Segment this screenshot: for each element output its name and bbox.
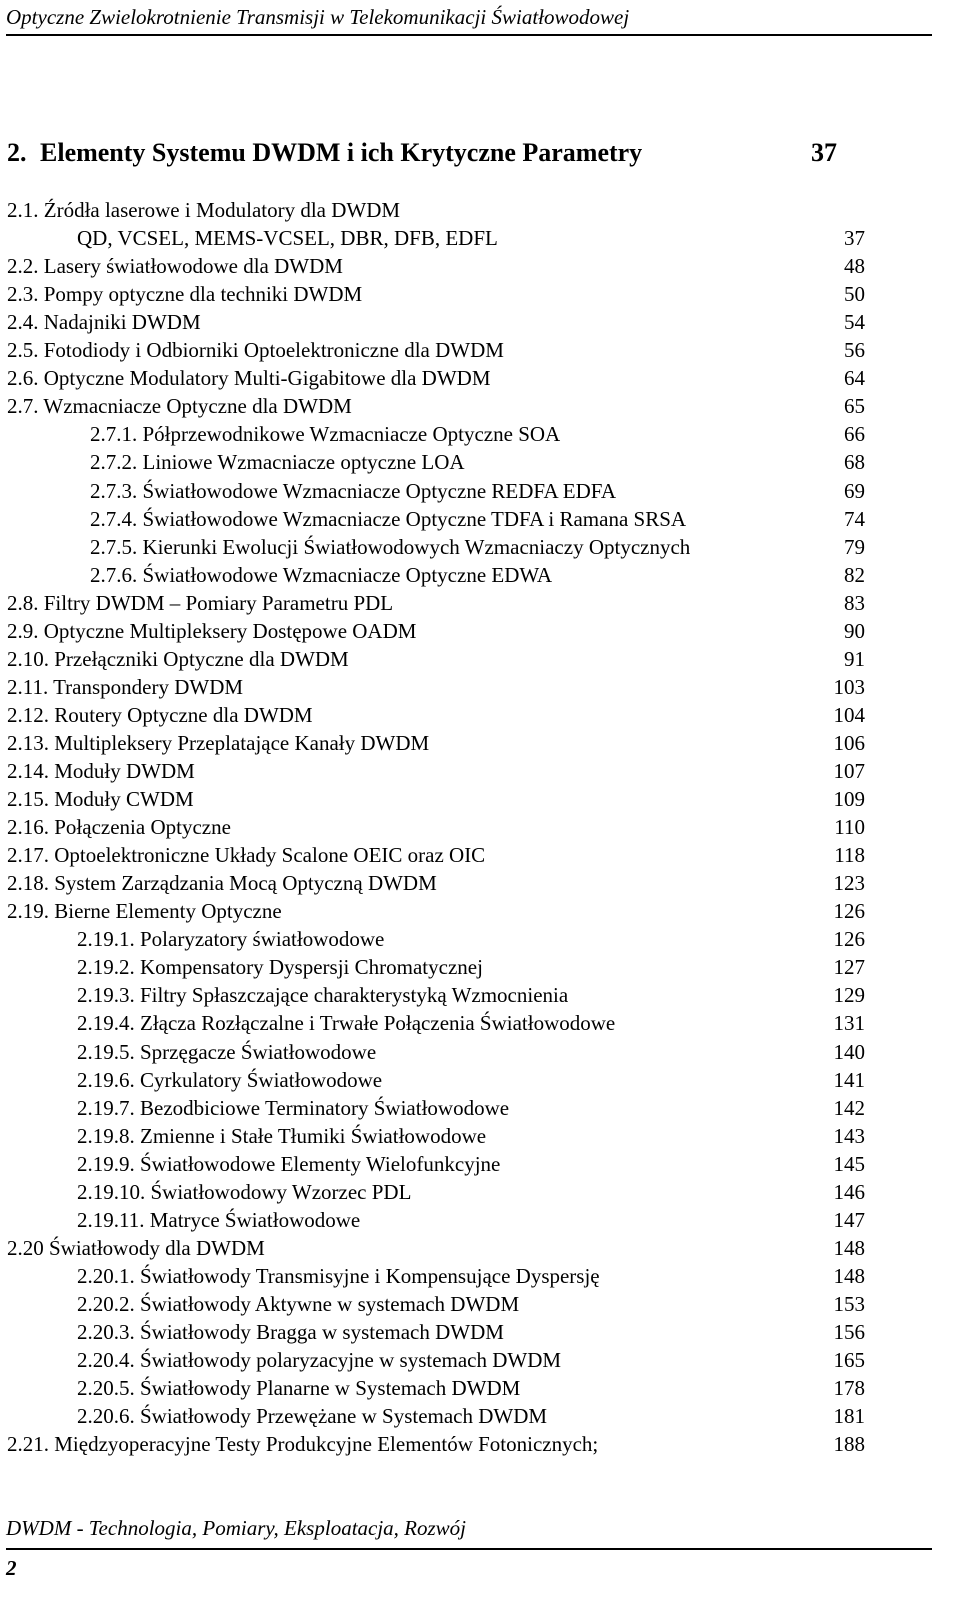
toc-entry [7, 617, 865, 645]
toc-entry [90, 533, 865, 561]
toc-entry-page: 54 [844, 310, 865, 334]
toc-entry-title: 2.19.3. Filtry Spłaszczające charakterystyką Wzmocnienia [77, 983, 569, 1007]
toc-entry [77, 224, 865, 252]
toc-entry-title: 2.7. Wzmacniacze Optyczne dla DWDM [7, 394, 352, 418]
toc-entry-title: 2.20.3. Światłowody Bragga w systemach DWDM [77, 1320, 504, 1344]
toc-entry-title: 2.17. Optoelektroniczne Układy Scalone OEIC oraz OIC [7, 843, 486, 867]
toc-entry-page: 153 [833, 1292, 865, 1316]
footer-title: DWDM - Technologia, Pomiary, Eksploatacja, Rozwój [6, 1516, 467, 1540]
toc-entry-title: 2.19.10. Światłowodowy Wzorzec PDL [77, 1180, 412, 1204]
toc-entry-title: 2.11. Transpondery DWDM [7, 675, 244, 699]
toc-entry-page: 148 [833, 1236, 865, 1260]
toc-entry [77, 1094, 865, 1122]
page-number: 2 [6, 1556, 17, 1580]
toc-entry-page: 142 [833, 1096, 865, 1120]
page-header [6, 4, 932, 36]
toc-entry-title: 2.13. Multipleksery Przeplatające Kanały DWDM [7, 731, 430, 755]
toc-entry [7, 701, 865, 729]
toc-entry-title: 2.19.9. Światłowodowe Elementy Wielofunkcyjne [77, 1152, 501, 1176]
toc-entry [77, 1066, 865, 1094]
toc-entry [77, 1318, 865, 1346]
toc-entry [7, 869, 865, 897]
toc-entry [77, 1009, 865, 1037]
toc-entry-title: 2.20.4. Światłowody polaryzacyjne w systemach DWDM [77, 1348, 562, 1372]
toc-entry-page: 110 [834, 815, 865, 839]
toc-entry-page: 48 [844, 254, 865, 278]
toc-entry-page: 104 [833, 703, 865, 727]
chapter-number: 2. [7, 138, 27, 167]
toc-entry-title: 2.4. Nadajniki DWDM [7, 310, 201, 334]
toc-entry [7, 589, 865, 617]
toc-entry-title: 2.15. Moduły CWDM [7, 787, 194, 811]
toc-entry-title: 2.1. Źródła laserowe i Modulatory dla DWDM [7, 198, 401, 222]
toc-entry-title: 2.20 Światłowody dla DWDM [7, 1236, 265, 1260]
toc-entry [7, 897, 865, 925]
toc-entry-page: 109 [833, 787, 865, 811]
toc-entry-page: 106 [833, 731, 865, 755]
toc-entry-page: 126 [833, 927, 865, 951]
toc-entry-title: 2.16. Połączenia Optyczne [7, 815, 231, 839]
toc-entry-title: 2.7.6. Światłowodowe Wzmacniacze Optyczne EDWA [90, 563, 553, 587]
toc-entry [7, 813, 865, 841]
chapter-title: Elementy Systemu DWDM i ich Krytyczne Parametry [40, 138, 643, 167]
toc-entry-page: 131 [833, 1011, 865, 1035]
toc-entry-title: 2.5. Fotodiody i Odbiorniki Optoelektroniczne dla DWDM [7, 338, 504, 362]
toc-entry [90, 420, 865, 448]
footer-rule [6, 1548, 932, 1550]
toc-entry-title: 2.19.5. Sprzęgacze Światłowodowe [77, 1040, 377, 1064]
toc-entry-page: 83 [844, 591, 865, 615]
toc-entry-page: 103 [833, 675, 865, 699]
toc-entry [7, 729, 865, 757]
toc-entry [7, 280, 865, 308]
toc-entry-page: 127 [833, 955, 865, 979]
toc-entry [7, 196, 865, 224]
toc-entry [77, 1150, 865, 1178]
toc-entry [77, 1122, 865, 1150]
toc-entry-title: 2.19.4. Złącza Rozłączalne i Trwałe Połączenia Światłowodowe [77, 1011, 616, 1035]
page-footer [6, 1513, 932, 1603]
toc-entry-title: 2.6. Optyczne Modulatory Multi-Gigabitowe dla DWDM [7, 366, 491, 390]
toc-entry [77, 981, 865, 1009]
toc-entry [90, 448, 865, 476]
toc-entry [90, 477, 865, 505]
chapter-heading [7, 136, 837, 170]
toc-entry [77, 1290, 865, 1318]
toc-entry [77, 925, 865, 953]
toc-entry-page: 156 [833, 1320, 865, 1344]
toc-entry [7, 673, 865, 701]
toc-entry [7, 392, 865, 420]
toc-entry-title: 2.21. Międzyoperacyjne Testy Produkcyjne Elementów Fotonicznych; [7, 1432, 599, 1456]
toc-entry-page: 147 [833, 1208, 865, 1232]
toc-entry-page: 140 [833, 1040, 865, 1064]
toc-entry-title: 2.20.6. Światłowody Przewężane w Systemach DWDM [77, 1404, 548, 1428]
toc-entry [77, 1178, 865, 1206]
toc-entry-title: 2.18. System Zarządzania Mocą Optyczną DWDM [7, 871, 437, 895]
toc-entry-title: 2.19.8. Zmienne i Stałe Tłumiki Światłowodowe [77, 1124, 487, 1148]
toc-entry-title: 2.9. Optyczne Multipleksery Dostępowe OADM [7, 619, 417, 643]
toc-entry-title: 2.7.5. Kierunki Ewolucji Światłowodowych Wzmacniaczy Optycznych [90, 535, 691, 559]
toc-entry [7, 841, 865, 869]
toc-entry-title: 2.20.5. Światłowody Planarne w Systemach DWDM [77, 1376, 521, 1400]
toc-entry-title: 2.7.1. Półprzewodnikowe Wzmacniacze Optyczne SOA [90, 422, 561, 446]
toc-entry-title: 2.19.1. Polaryzatory światłowodowe [77, 927, 385, 951]
toc-entry [7, 1234, 865, 1262]
toc-entry-title: 2.2. Lasery światłowodowe dla DWDM [7, 254, 343, 278]
toc-entry-page: 69 [844, 479, 865, 503]
toc-entry-page: 82 [844, 563, 865, 587]
toc-entry-title: 2.20.2. Światłowody Aktywne w systemach DWDM [77, 1292, 520, 1316]
toc-entry [7, 785, 865, 813]
toc-entry-page: 107 [833, 759, 865, 783]
toc-entry [7, 364, 865, 392]
toc-entry-page: 91 [844, 647, 865, 671]
toc-entry-page: 141 [833, 1068, 865, 1092]
toc-entry-page: 123 [833, 871, 865, 895]
toc-entry [77, 1038, 865, 1066]
toc-entry-page: 126 [833, 899, 865, 923]
toc-entry [77, 1206, 865, 1234]
toc-entry-title: 2.20.1. Światłowody Transmisyjne i Kompensujące Dyspersję [77, 1264, 600, 1288]
toc-entry-page: 64 [844, 366, 865, 390]
toc-entry-title: 2.19.11. Matryce Światłowodowe [77, 1208, 361, 1232]
toc-entry-title: 2.12. Routery Optyczne dla DWDM [7, 703, 313, 727]
header-title: Optyczne Zwielokrotnienie Transmisji w Telekomunikacji Światłowodowej [6, 5, 630, 29]
toc-entry-page: 145 [833, 1152, 865, 1176]
toc-entry-title: QD, VCSEL, MEMS-VCSEL, DBR, DFB, EDFL [77, 226, 498, 250]
toc-entry-page: 118 [834, 843, 865, 867]
toc-entry [7, 336, 865, 364]
toc-entry-title: 2.19.6. Cyrkulatory Światłowodowe [77, 1068, 383, 1092]
toc-entry-page: 37 [844, 226, 865, 250]
toc-entry-title: 2.14. Moduły DWDM [7, 759, 195, 783]
toc-entry [7, 252, 865, 280]
toc-entry [7, 308, 865, 336]
toc-entry [7, 645, 865, 673]
toc-entry-page: 148 [833, 1264, 865, 1288]
toc-entry [77, 1346, 865, 1374]
toc-entry-page: 188 [833, 1432, 865, 1456]
toc-entry-page: 68 [844, 450, 865, 474]
toc-entry-title: 2.19.2. Kompensatory Dyspersji Chromatycznej [77, 955, 483, 979]
toc-entry-page: 66 [844, 422, 865, 446]
toc-entry-title: 2.7.2. Liniowe Wzmacniacze optyczne LOA [90, 450, 465, 474]
toc-entry [90, 505, 865, 533]
toc-entry [7, 757, 865, 785]
toc-entry-title: 2.7.4. Światłowodowe Wzmacniacze Optyczne TDFA i Ramana SRSA [90, 507, 687, 531]
toc-entry-title: 2.3. Pompy optyczne dla techniki DWDM [7, 282, 363, 306]
toc-entry-page: 129 [833, 983, 865, 1007]
toc-entry-title: 2.19. Bierne Elementy Optyczne [7, 899, 282, 923]
toc-entry-page: 56 [844, 338, 865, 362]
toc-entry [90, 561, 865, 589]
toc-entry-title: 2.8. Filtry DWDM – Pomiary Parametru PDL [7, 591, 394, 615]
toc-entry-page: 178 [833, 1376, 865, 1400]
toc-entry-page: 143 [833, 1124, 865, 1148]
toc-entry-page: 146 [833, 1180, 865, 1204]
toc-entry-page: 165 [833, 1348, 865, 1372]
toc-entry-page: 181 [833, 1404, 865, 1428]
toc-entry [77, 953, 865, 981]
toc-entry [77, 1374, 865, 1402]
header-rule [6, 34, 932, 36]
toc-entry-page: 74 [844, 507, 865, 531]
toc-entry [77, 1402, 865, 1430]
toc-entry-title: 2.10. Przełączniki Optyczne dla DWDM [7, 647, 349, 671]
toc-entry [7, 1430, 865, 1458]
toc-entry-page: 50 [844, 282, 865, 306]
toc-entry-page: 90 [844, 619, 865, 643]
toc-entry-title: 2.19.7. Bezodbiciowe Terminatory Światłowodowe [77, 1096, 510, 1120]
toc-entry-title: 2.7.3. Światłowodowe Wzmacniacze Optyczne REDFA EDFA [90, 479, 617, 503]
toc-entry-page: 65 [844, 394, 865, 418]
toc-entry [77, 1262, 865, 1290]
chapter-page-number: 37 [811, 138, 837, 167]
toc-entry-page: 79 [844, 535, 865, 559]
